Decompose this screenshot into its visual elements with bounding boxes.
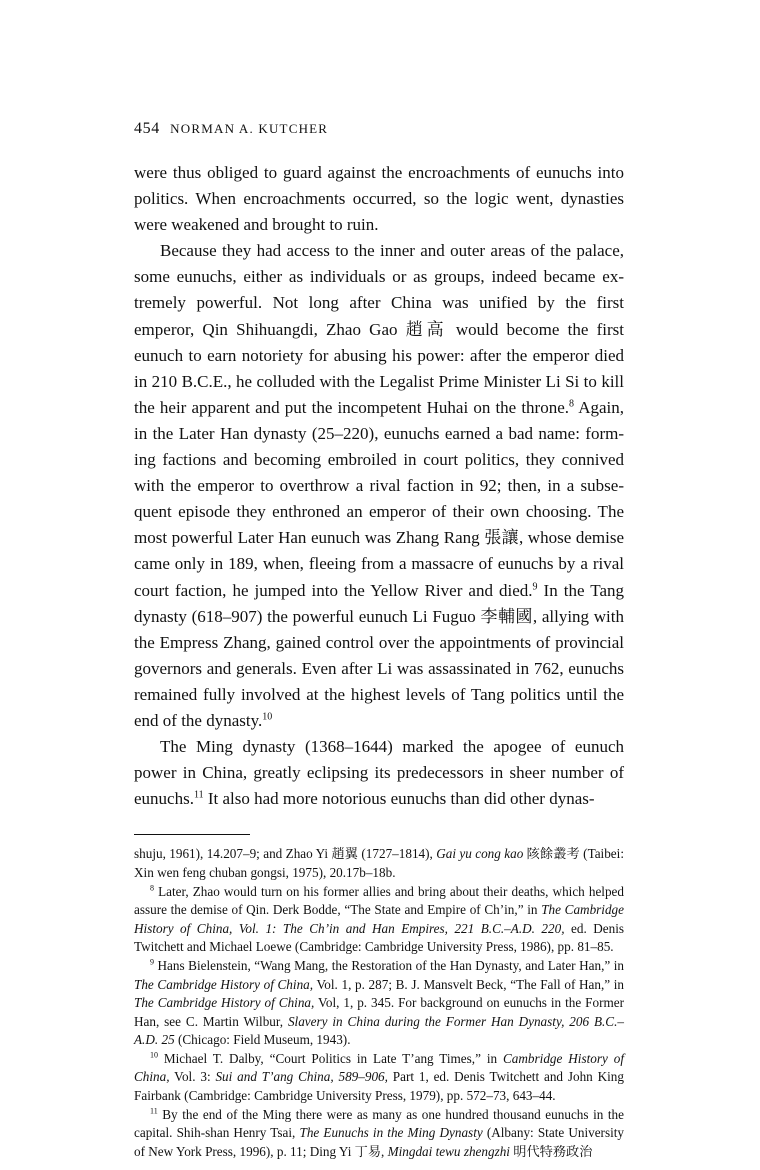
footnote-ref[interactable]: 10 bbox=[262, 711, 273, 723]
page-number: 454 bbox=[134, 120, 160, 137]
body-text bbox=[134, 160, 624, 812]
footnote-9: $^9$ Hans Bielenstein, “Wang Mang, the Restoration of the Han Dynasty, and Later Han,” in The Cambridge History of China, Vol. 1, p. 287; B. J. Mansvelt Beck, “The Fall of Han,” in The Cambridge History of China, Vol, 1, p. 345. For background on eunuchs in the Former Han, see C. Martin Wilbur, Slavery in China during the Former Han Dynasty, 206 B.C.–A.D. 25 (Chicago: Field Museum, 1943). bbox=[134, 957, 625, 1048]
running-head-author: NORMAN A. KUTCHER bbox=[170, 121, 329, 136]
footnote-number: 10 bbox=[150, 1050, 158, 1060]
footnote-continuation: shuju, 1961), 14.207–9; and Zhao Yi 趙翼 (1727–1814), Gai yu cong kao 陔餘叢考 (Taibei: Xin wen feng chuban gongsi, 1975), 20.17b–18b. bbox=[134, 846, 624, 880]
footnote-ref[interactable]: 11 bbox=[193, 789, 204, 801]
running-head bbox=[134, 120, 624, 138]
footnote-number: 9 bbox=[150, 957, 154, 967]
footnote-number: 11 bbox=[150, 1106, 158, 1116]
paragraph: were thus obliged to guard against the encroachments of eunuchs into politics. When encroachments occurred, so the logic went, dynasties were weakened and brought to ruin. bbox=[134, 163, 624, 235]
footnote-number: 8 bbox=[150, 883, 154, 893]
footnotes bbox=[134, 845, 624, 1161]
footnote-divider bbox=[134, 834, 250, 835]
footnote-10: $^{10}$ Michael T. Dalby, “Court Politics in Late T’ang Times,” in Cambridge History of China, Vol. 3: Sui and T’ang China, 589–906, Part 1, ed. Denis Twitchett and John King Fairbank (Cambridge: Cambridge University Press, 1979), pp. 572–73, 643–44. bbox=[134, 1050, 624, 1104]
footnote-11: $^{11}$ By the end of the Ming there were as many as one hundred thousand eunuchs in the capital. Shih-shan Henry Tsai, The Eunuchs in the Ming Dynasty (Albany: State University of New York Press, 1996), p. 11; Ding Yi 丁易, Mingdai tewu zhengzhi 明代特務政治 bbox=[134, 1106, 625, 1159]
paragraph: The Ming dynasty (1368–1644) marked the apogee of eunuch power in China, greatly eclipsing its predecessors in sheer number of eunuchs.$^{11}$ It also had more notorious eunuchs than did other dynas- bbox=[134, 737, 624, 809]
paragraph: Because they had access to the inner and outer areas of the palace, some eunuchs, either as individuals or as groups, indeed became extremely powerful. Not long after China was unified by the first emperor, Qin Shihuangdi, Zhao Gao 趙高 would become the first eunuch to earn notoriety for abusing his power: after the emperor died in 210 B.C.E., he colluded with the Legalist Prime Minister Li Si to kill the heir apparent and put the incompetent Huhai on the throne.$^8$ Again, in the Later Han dynasty (25–220), eunuchs earned a bad name: forming factions and becoming embroiled in court politics, they connived with the emperor to overthrow a rival faction in 92; then, in a subsequent episode they enthroned an emperor of their own choosing. The most powerful Later Han eunuch was Zhang Rang 張讓, whose demise came only in 189, when, fleeing from a massacre of eunuchs by a rival court faction, he jumped into the Yellow River and died.$^9$ In the Tang dynasty (618–907) the powerful eunuch Li Fuguo 李輔國, allying with the Empress Zhang, gained control over the appointments of provincial governors and generals. Even after Li was assassinated in 762, eunuchs remained fully involved at the highest levels of Tang politics until the end of the dynasty.$^{10}$ bbox=[134, 241, 624, 730]
footnote-ref[interactable]: 9 bbox=[532, 580, 538, 592]
book-page bbox=[134, 120, 624, 1161]
footnote-ref[interactable]: 8 bbox=[569, 398, 575, 410]
footnote-8: $^8$ Later, Zhao would turn on his former allies and bring about their deaths, which helped assure the demise of Qin. Derk Bodde, “The State and Empire of Ch’in,” in The Cambridge History of China, Vol. 1: The Ch’in and Han Empires, 221 B.C.–A.D. 220, ed. Denis Twitchett and Michael Loewe (Cambridge: Cambridge University Press, 1986), pp. 81–85. bbox=[134, 883, 625, 955]
